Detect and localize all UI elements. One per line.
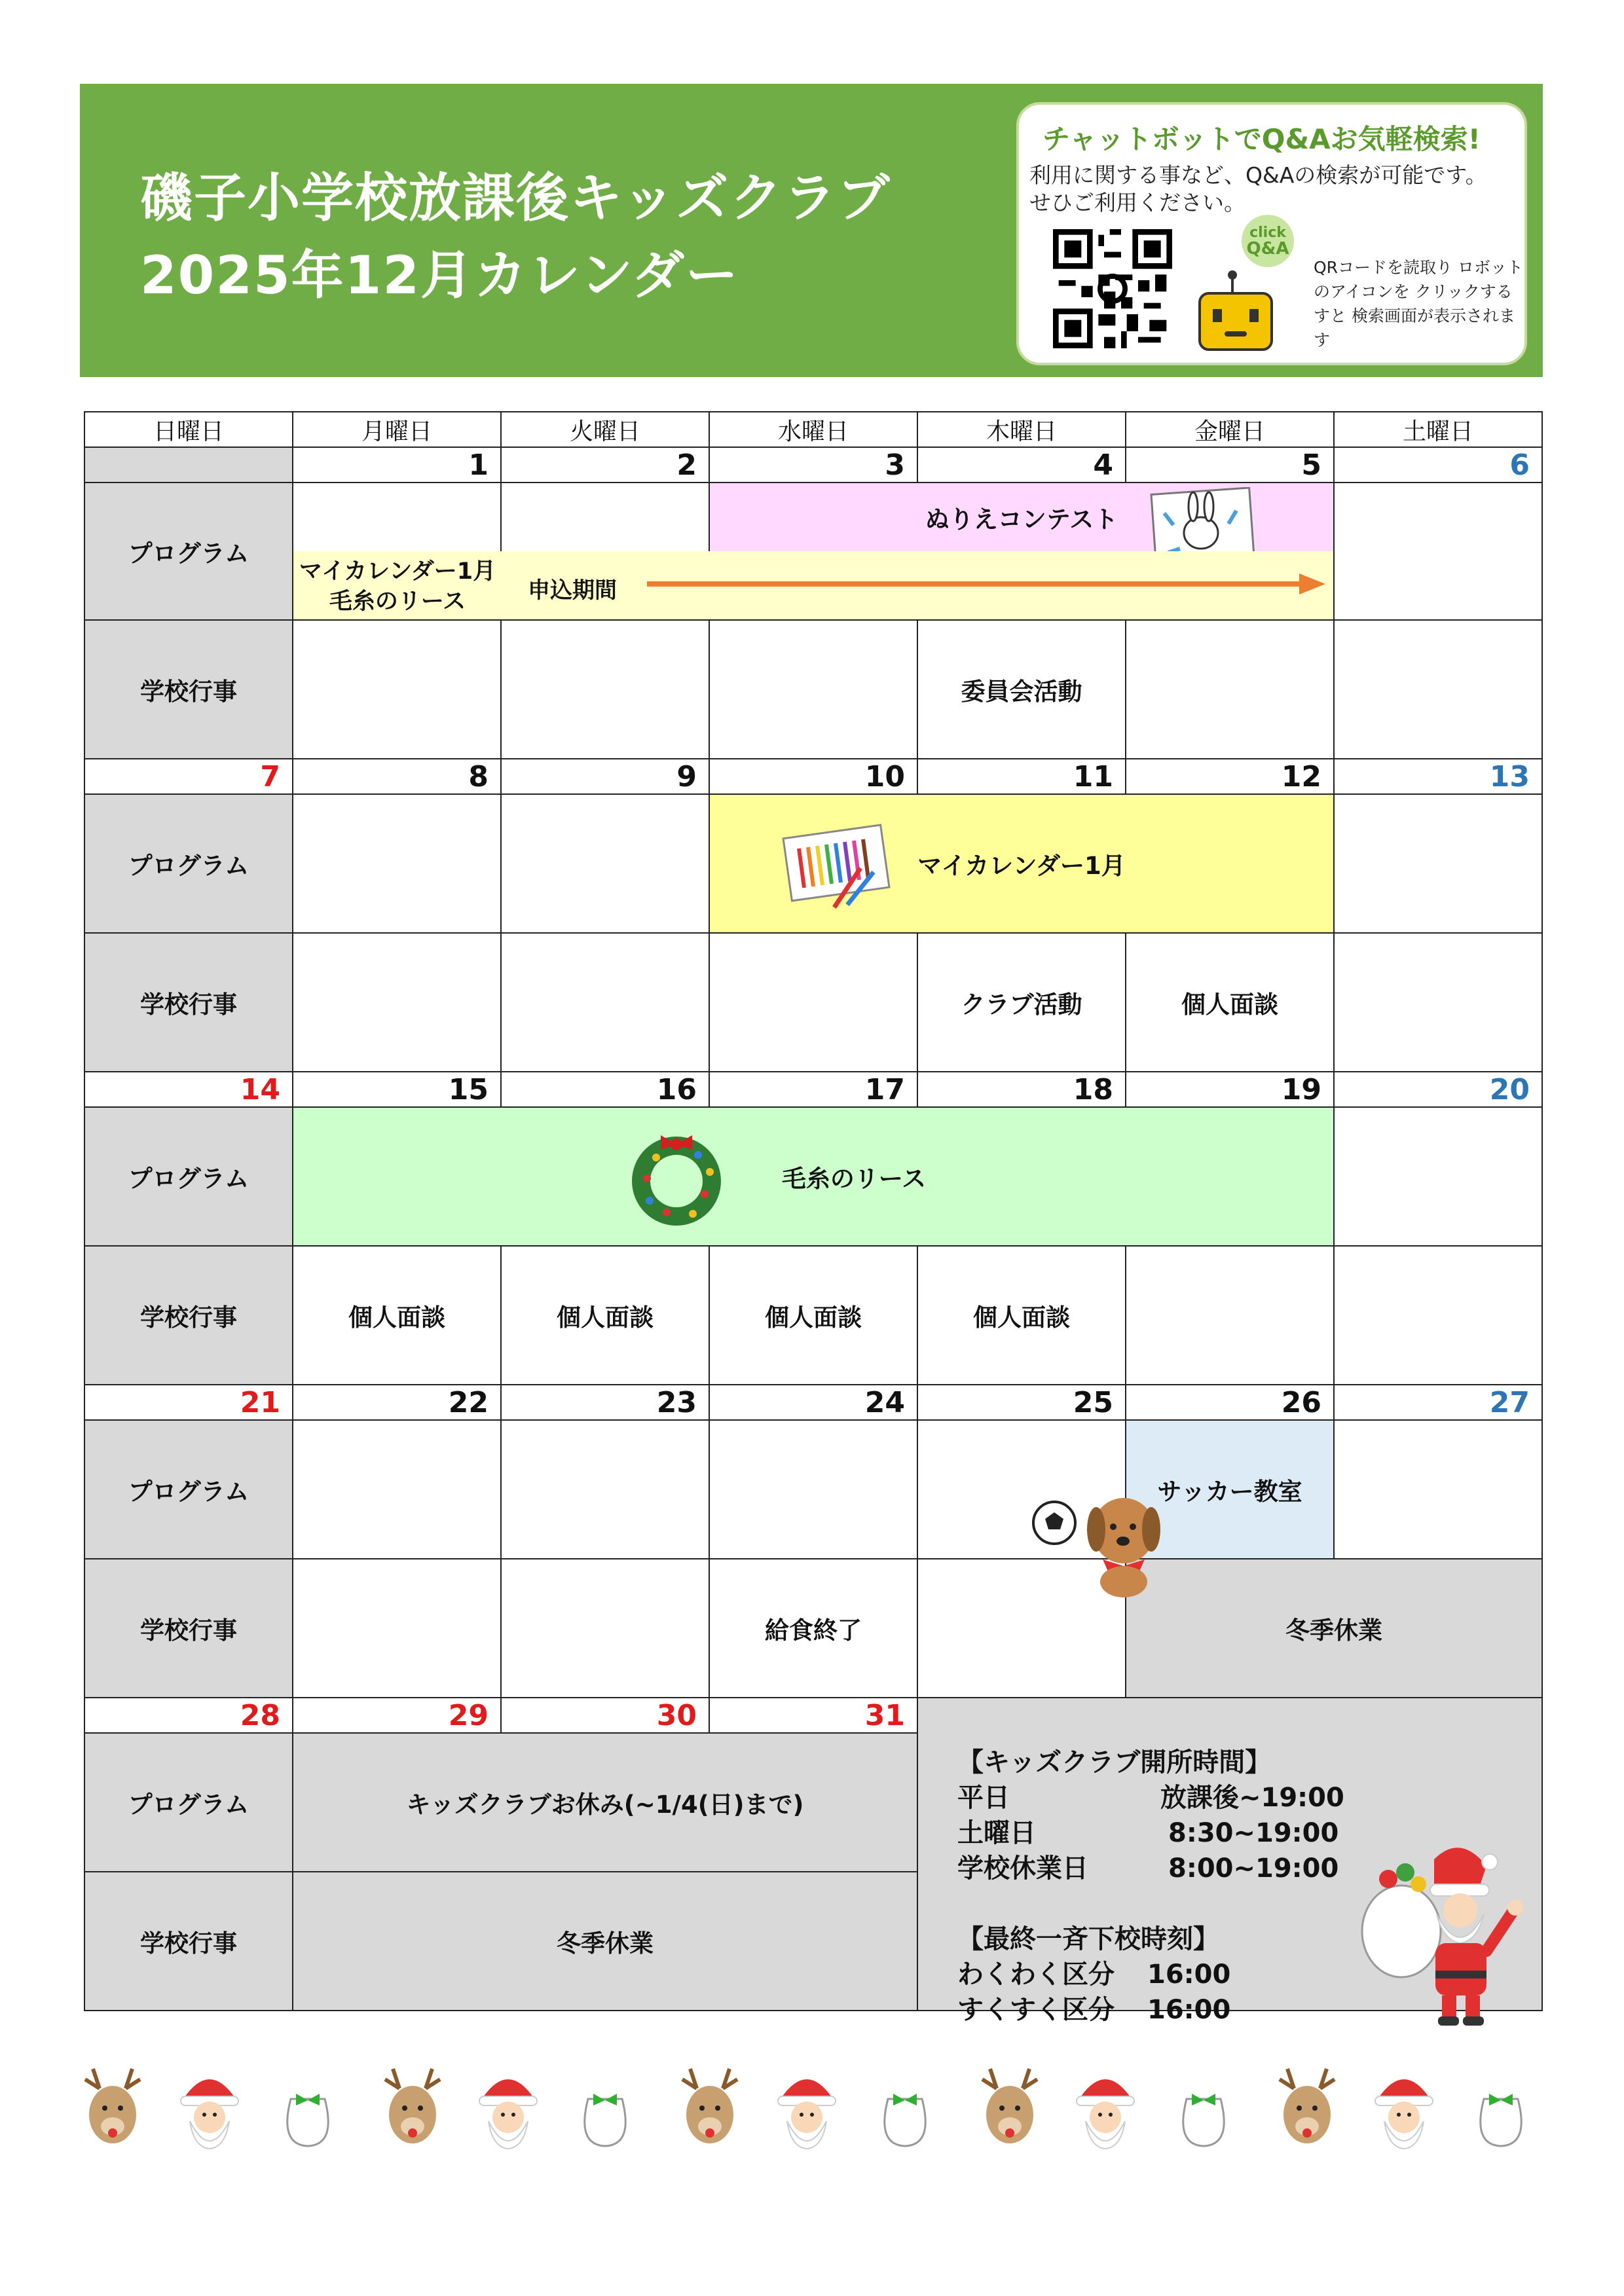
event-application-period [293, 551, 1334, 620]
event-winter-break: 冬季休業 [1126, 1559, 1542, 1698]
empty-cell [1126, 620, 1334, 759]
date-row-week1 [84, 447, 1542, 483]
row-label-school: 学校行事 [84, 1872, 293, 2011]
empty-cell [709, 620, 917, 759]
wreath-icon [627, 1126, 726, 1228]
date-row-week3 [84, 1072, 1542, 1107]
svg-text:Q&A: Q&A [1246, 239, 1289, 259]
row-label-school: 学校行事 [84, 1559, 293, 1698]
qa-text-2: せひご利用ください。 [1029, 190, 1246, 215]
holiday-label: 学校休業日 [957, 1853, 1088, 1884]
date-cell: 1 [293, 447, 501, 483]
event-interview: 個人面談 [501, 1246, 709, 1385]
chatbot-robot-icon[interactable] [1189, 210, 1307, 354]
weekday-fri: 金曜日 [1126, 412, 1334, 447]
date-cell-holiday: 31 [709, 1698, 917, 1733]
weekday-header-row [84, 412, 1542, 447]
empty-cell [1334, 483, 1542, 551]
program-row-week1-top [84, 483, 1542, 551]
date-cell-sunday: 28 [84, 1698, 293, 1733]
chatbot-qa-box[interactable] [1016, 102, 1527, 365]
qa-note: QRコードを読取り ロボットのアイコンを クリックするすと 検索画面が表示されます [1314, 258, 1523, 350]
empty-cell [293, 1559, 501, 1698]
empty-cell [501, 1559, 709, 1698]
row-label-program: プログラム [84, 1107, 293, 1246]
date-cell: 11 [917, 759, 1126, 794]
program-row-week4 [84, 1420, 1542, 1559]
empty-cell [1334, 1107, 1542, 1246]
date-cell-sunday: 14 [84, 1072, 293, 1107]
event-interview: 個人面談 [1126, 933, 1334, 1072]
empty-cell [1334, 620, 1542, 759]
row-label-school: 学校行事 [84, 620, 293, 759]
row-label-program: プログラム [84, 483, 293, 620]
empty-cell [501, 794, 709, 933]
empty-cell [293, 1420, 501, 1559]
final-dismissal-title: 【最終一斉下校時刻】 [957, 1924, 1219, 1954]
school-row-week1 [84, 620, 1542, 759]
empty-cell [293, 794, 501, 933]
weekday-thu: 木曜日 [917, 412, 1126, 447]
empty-cell [501, 1420, 709, 1559]
empty-cell [1334, 794, 1542, 933]
date-row-week4 [84, 1385, 1542, 1420]
title-school: 磯子小学校放課後キッズクラブ [140, 168, 891, 228]
saturday-time: 8:30~19:00 [1168, 1818, 1339, 1848]
date-cell: 8 [293, 759, 501, 794]
date-cell-saturday: 27 [1334, 1385, 1542, 1420]
school-row-week3 [84, 1246, 1542, 1385]
program-row-week1-bottom [84, 551, 1542, 620]
event-text: マイカレンダー1月 [917, 852, 1126, 880]
event-my-calendar [709, 794, 1334, 933]
weekday-mon: 月曜日 [293, 412, 501, 447]
event-interview: 個人面談 [709, 1246, 917, 1385]
school-row-week2 [84, 933, 1542, 1072]
event-interview: 個人面談 [293, 1246, 501, 1385]
date-cell: 2 [501, 447, 709, 483]
program-row-week2 [84, 794, 1542, 933]
date-cell: 23 [501, 1385, 709, 1420]
event-coloring-contest [709, 483, 1334, 551]
saturday-label: 土曜日 [957, 1818, 1036, 1848]
program-row-week3 [84, 1107, 1542, 1246]
date-cell: 22 [293, 1385, 501, 1420]
qa-text-1: 利用に関する事など、Q&Aの検索が可能です。 [1029, 162, 1487, 188]
date-cell-saturday: 13 [1334, 759, 1542, 794]
event-interview: 個人面談 [917, 1246, 1126, 1385]
empty-cell [501, 483, 709, 551]
row-label-program: プログラム [84, 794, 293, 933]
suku-time: 16:00 [1147, 1995, 1231, 2025]
empty-cell [709, 1420, 917, 1559]
date-cell: 19 [1126, 1072, 1334, 1107]
date-cell: 24 [709, 1385, 917, 1420]
date-cell: 4 [917, 447, 1126, 483]
event-winter-break: 冬季休業 [293, 1872, 917, 2011]
event-club-activity: クラブ活動 [917, 933, 1126, 1072]
suku-label: すくすく区分 [957, 1995, 1115, 2025]
waku-time: 16:00 [1147, 1959, 1231, 1990]
date-cell: 15 [293, 1072, 501, 1107]
school-row-week4 [84, 1559, 1542, 1698]
empty-cell [1334, 551, 1542, 620]
date-cell-holiday: 30 [501, 1698, 709, 1733]
title-month: 2025年12月カレンダー [140, 245, 739, 306]
date-cell: 16 [501, 1072, 709, 1107]
empty-cell [709, 933, 917, 1072]
event-lunch-end: 給食終了 [709, 1559, 917, 1698]
event-committee: 委員会活動 [917, 620, 1126, 759]
event-wreath [293, 1107, 1334, 1246]
date-cell-saturday: 20 [1334, 1072, 1542, 1107]
empty-cell [501, 933, 709, 1072]
date-cell: 3 [709, 447, 917, 483]
event-text-period: 申込期間 [528, 577, 617, 604]
qr-code-icon[interactable] [1053, 229, 1172, 348]
empty-cell [917, 1420, 1126, 1559]
colored-pencils-icon [782, 822, 893, 914]
weekday-tue: 火曜日 [501, 412, 709, 447]
row-label-school: 学校行事 [84, 933, 293, 1072]
empty-cell [1334, 933, 1542, 1072]
hours-info [957, 1745, 1344, 2028]
coloring-picture-icon [1145, 487, 1263, 551]
date-cell: 17 [709, 1072, 917, 1107]
empty-cell [293, 483, 501, 551]
date-cell: 25 [917, 1385, 1126, 1420]
qa-heading: チャットボットでQ&Aお気軽検索! [1043, 123, 1481, 155]
empty-cell [501, 620, 709, 759]
empty-cell [293, 620, 501, 759]
weekday-time: 放課後~19:00 [1160, 1783, 1344, 1813]
open-hours-title: 【キッズクラブ開所時間】 [957, 1747, 1272, 1777]
christmas-border [80, 2056, 1547, 2154]
date-row-week2 [84, 759, 1542, 794]
event-text-wreath: 毛糸のリース [329, 589, 466, 615]
empty-cell [1126, 1246, 1334, 1385]
row-label-program: プログラム [84, 1420, 293, 1559]
event-soccer-class: サッカー教室 [1126, 1420, 1334, 1559]
date-cell-empty [84, 447, 293, 483]
santa-icon [1356, 1833, 1539, 2030]
holiday-time: 8:00~19:00 [1168, 1853, 1339, 1884]
date-cell: 10 [709, 759, 917, 794]
date-row-week5 [84, 1698, 1542, 1733]
empty-cell [1334, 1246, 1542, 1385]
event-text: 毛糸のリース [781, 1165, 927, 1193]
date-cell: 18 [917, 1072, 1126, 1107]
waku-label: わくわく区分 [957, 1959, 1115, 1990]
weekday-sun: 日曜日 [84, 412, 293, 447]
soccer-dog-icon [1031, 1484, 1188, 1601]
date-cell-holiday: 29 [293, 1698, 501, 1733]
row-label-school: 学校行事 [84, 1246, 293, 1385]
date-cell: 26 [1126, 1385, 1334, 1420]
date-cell-sunday: 7 [84, 759, 293, 794]
empty-cell [1334, 1420, 1542, 1559]
row-label-program: プログラム [84, 1733, 293, 1872]
svg-text:click: click [1249, 225, 1286, 241]
empty-cell [293, 933, 501, 1072]
date-cell: 12 [1126, 759, 1334, 794]
header-banner [80, 84, 1543, 377]
date-cell-saturday: 6 [1334, 447, 1542, 483]
event-text: ぬりえコンテスト [925, 505, 1118, 534]
date-cell: 9 [501, 759, 709, 794]
date-cell-sunday: 21 [84, 1385, 293, 1420]
weekday-sat: 土曜日 [1334, 412, 1542, 447]
date-cell: 5 [1126, 447, 1334, 483]
weekday-wed: 水曜日 [709, 412, 917, 447]
period-arrow-icon [647, 571, 1328, 597]
event-club-closed: キッズクラブお休み(~1/4(日)まで) [293, 1733, 917, 1872]
weekday-label: 平日 [957, 1783, 1010, 1813]
event-text-calendar: マイカレンダー1月 [299, 558, 496, 585]
